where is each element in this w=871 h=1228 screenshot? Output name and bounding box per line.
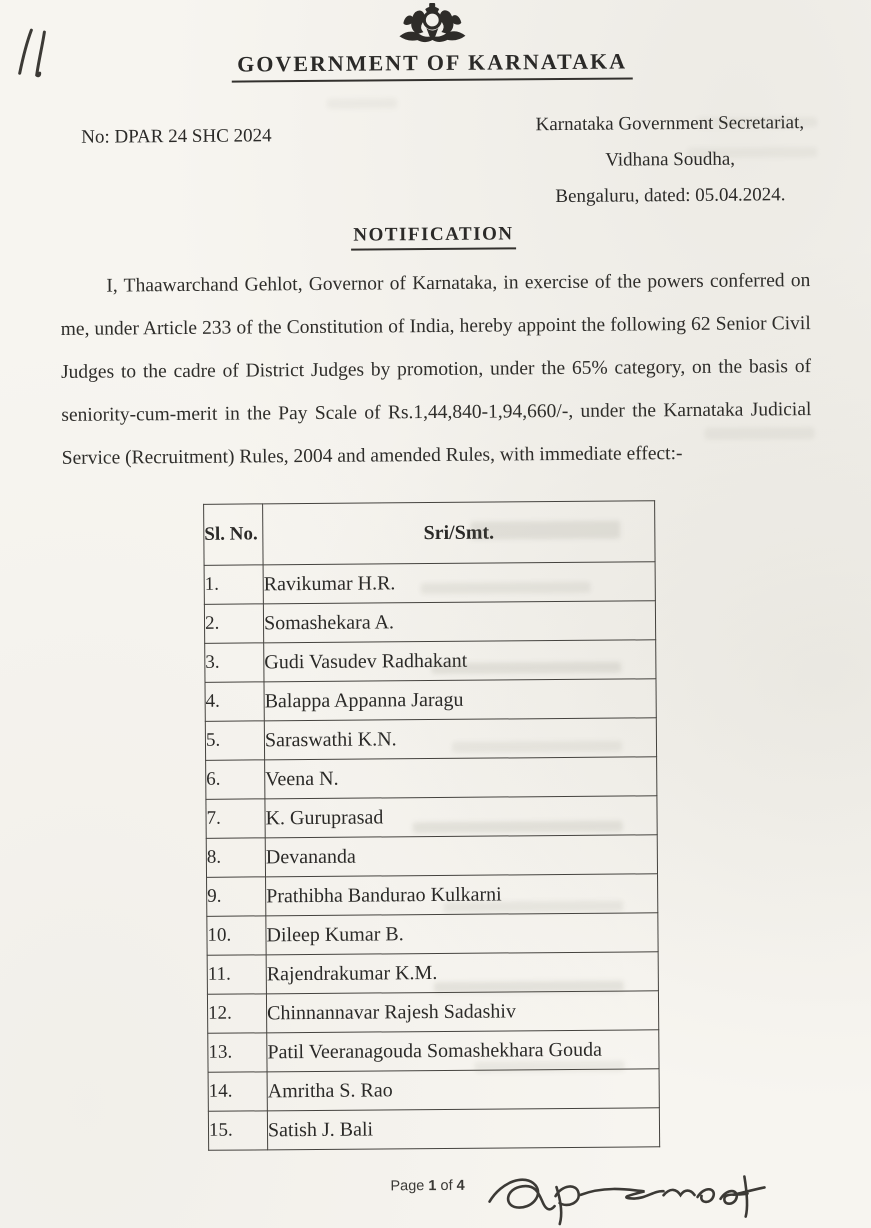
row-sl-no: 7. (206, 799, 265, 838)
row-name: Balappa Appanna Jaragu (264, 679, 656, 721)
page-number: 1 (428, 1178, 437, 1195)
table-row (208, 1030, 659, 1073)
row-name: Somashekara A. (263, 601, 655, 643)
table-row (207, 952, 658, 995)
page-number-indicator (390, 1178, 464, 1195)
total-pages: 4 (456, 1177, 465, 1194)
scan-artifact (327, 98, 397, 109)
page-title (0, 47, 868, 85)
table-row (206, 757, 657, 800)
row-name: Prathibha Bandurao Kulkarni (266, 874, 658, 916)
table-row (207, 874, 658, 917)
row-sl-no: 2. (204, 604, 263, 643)
reference-row (81, 105, 823, 219)
row-name: Veena N. (265, 757, 657, 799)
column-header-sl-no: Sl. No. (204, 504, 263, 565)
row-sl-no: 6. (206, 760, 265, 799)
notification-heading-text: NOTIFICATION (351, 223, 515, 250)
table-row (204, 601, 655, 644)
notification-body-paragraph: I, Thaawarchand Gehlot, Governor of Karnataka, in exercise of the powers conferred on me, under Article 233 of the Constitution of India, hereby appoint the following 62 Senior Civil Judges to the cadre of District Judges by promotion, under the 65% category, on the basis of seniority-cum-merit in the Pay Scale of Rs.1,44,840-1,94,660/-, under the Karnataka Judicial Service (Recruitment) Rules, 2004 and amended Rules, with immediate effect:- (60, 270, 812, 469)
table-row (207, 913, 658, 956)
row-name: Saraswathi K.N. (264, 718, 656, 760)
row-name: Gudi Vasudev Radhakant (264, 640, 656, 682)
row-sl-no: 10. (207, 916, 266, 955)
row-name: Satish J. Bali (267, 1108, 659, 1150)
row-name: Chinnannavar Rajesh Sadashiv (266, 991, 658, 1033)
column-header-name: Sri/Smt. (263, 501, 655, 565)
row-sl-no: 3. (205, 643, 264, 682)
of-label: of (440, 1177, 453, 1194)
row-sl-no: 8. (206, 838, 265, 877)
row-name: Devananda (265, 835, 657, 877)
row-sl-no: 11. (207, 955, 266, 994)
government-title-text: GOVERNMENT OF KARNATAKA (231, 48, 633, 82)
karnataka-state-emblem-icon (395, 2, 469, 47)
row-name: Ravikumar H.R. (263, 562, 655, 604)
judges-table (203, 500, 660, 1151)
table-header-row (204, 501, 655, 566)
row-sl-no: 15. (208, 1111, 267, 1150)
reference-number: No: DPAR 24 SHC 2024 (81, 125, 272, 148)
office-address-block (535, 105, 804, 215)
table-row (205, 640, 656, 683)
row-sl-no: 12. (207, 994, 266, 1033)
table-row (208, 1108, 659, 1151)
judges-table-body (204, 562, 660, 1151)
row-name: Amritha S. Rao (267, 1069, 659, 1111)
table-row (205, 679, 656, 722)
row-sl-no: 1. (204, 565, 263, 604)
table-row (206, 835, 657, 878)
table-row (206, 796, 657, 839)
table-row (208, 1069, 659, 1112)
office-address-line2: Vidhana Soudha, (605, 148, 736, 171)
row-name: Patil Veeranagouda Somashekhara Gouda (267, 1030, 659, 1072)
handwritten-signature (483, 1163, 773, 1227)
notification-heading (0, 221, 869, 254)
office-address-line1: Karnataka Government Secretariat, (535, 112, 805, 136)
table-row (207, 991, 658, 1034)
office-address-line3: Bengaluru, dated: 05.04.2024. (555, 184, 786, 208)
table-row (205, 718, 656, 761)
row-sl-no: 5. (205, 721, 264, 760)
row-sl-no: 13. (208, 1033, 267, 1072)
row-name: Rajendrakumar K.M. (266, 952, 658, 994)
page-footer (5, 1163, 871, 1228)
row-name: K. Guruprasad (265, 796, 657, 838)
judges-table-header (204, 501, 655, 566)
page-label: Page (390, 1178, 425, 1195)
table-row (204, 562, 655, 605)
row-name: Dileep Kumar B. (266, 913, 658, 955)
row-sl-no: 9. (207, 877, 266, 916)
row-sl-no: 4. (205, 682, 264, 721)
row-sl-no: 14. (208, 1072, 267, 1111)
